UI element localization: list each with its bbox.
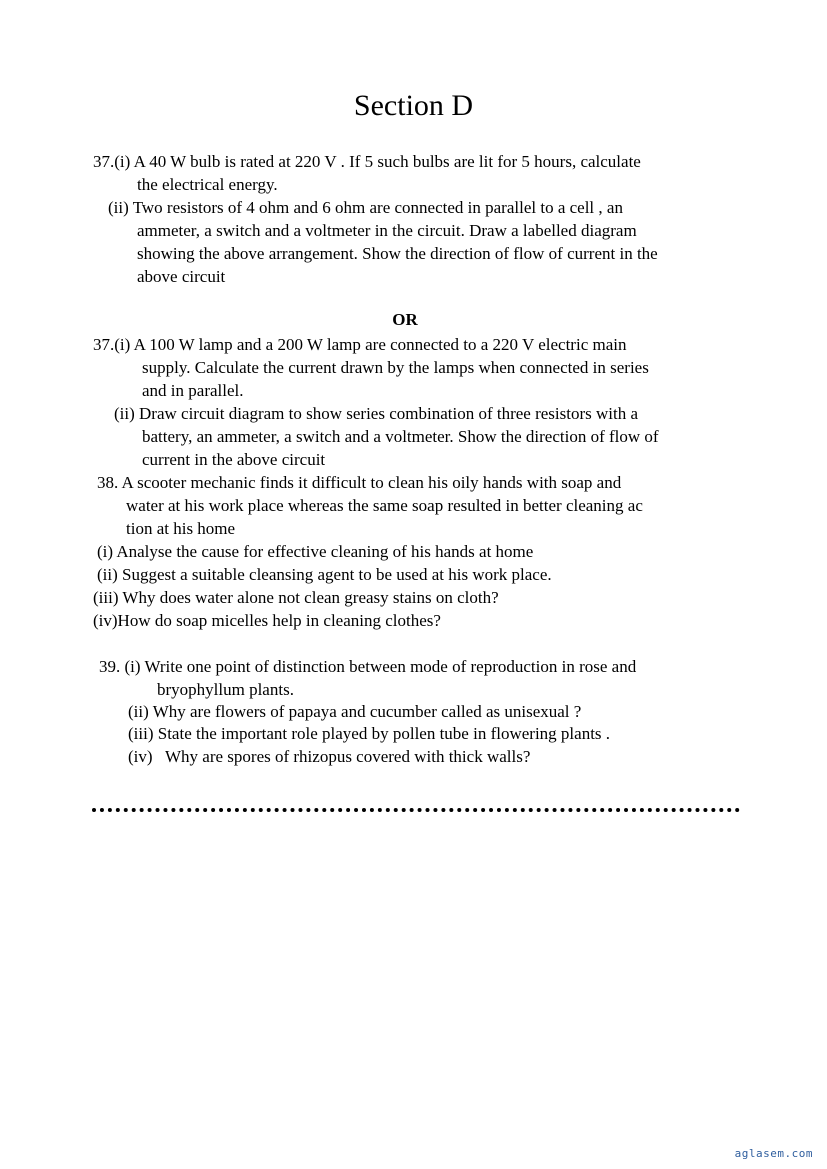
- q37-alt-line-1: 37.(i) A 100 W lamp and a 200 W lamp are connected to a 220 V electric main: [93, 335, 627, 354]
- q38-line-4: (i) Analyse the cause for effective cleaning of his hands at home: [97, 542, 534, 561]
- q39-line-1: 39. (i) Write one point of distinction between mode of reproduction in rose and: [99, 657, 637, 676]
- dotted-divider: [92, 808, 740, 812]
- q38-line-6: (iii) Why does water alone not clean greasy stains on cloth?: [93, 588, 499, 607]
- q37-line-1: 37.(i) A 40 W bulb is rated at 220 V . If 5 such bulbs are lit for 5 hours, calculate: [93, 152, 641, 171]
- q37-line-3: (ii) Two resistors of 4 ohm and 6 ohm are connected in parallel to a cell , an: [108, 198, 623, 217]
- q38-line-1: 38. A scooter mechanic finds it difficult to clean his oily hands with soap and: [97, 473, 622, 492]
- q39-line-4: (iii) State the important role played by pollen tube in flowering plants .: [128, 724, 611, 743]
- q38-line-7: (iv)How do soap micelles help in cleaning clothes?: [93, 611, 441, 630]
- section-title: Section D: [353, 89, 474, 122]
- or-label: OR: [392, 310, 418, 329]
- q37-alt-line-5: battery, an ammeter, a switch and a voltmeter. Show the direction of flow of: [142, 427, 659, 446]
- q39-line-2: bryophyllum plants.: [157, 680, 294, 699]
- q37-alt-line-2: supply. Calculate the current drawn by the lamps when connected in series: [142, 358, 649, 377]
- q37-line-5: showing the above arrangement. Show the direction of flow of current in the: [137, 244, 658, 263]
- q37-alt-line-3: and in parallel.: [142, 381, 244, 400]
- q37-line-4: ammeter, a switch and a voltmeter in the circuit. Draw a labelled diagram: [137, 221, 637, 240]
- q39-line-5: (iv) Why are spores of rhizopus covered with thick walls?: [128, 747, 531, 766]
- q37-alt-line-6: current in the above circuit: [142, 450, 326, 469]
- q37-alt-line-4: (ii) Draw circuit diagram to show series combination of three resistors with a: [114, 404, 639, 423]
- footer-watermark: aglasem.com: [734, 1147, 813, 1160]
- q38-line-2: water at his work place whereas the same soap resulted in better cleaning ac: [126, 496, 643, 515]
- q38-line-3: tion at his home: [126, 519, 236, 538]
- q39-line-3: (ii) Why are flowers of papaya and cucumber called as unisexual ?: [128, 702, 582, 721]
- q37-line-2: the electrical energy.: [137, 175, 278, 194]
- q38-line-5: (ii) Suggest a suitable cleansing agent to be used at his work place.: [97, 565, 552, 584]
- q37-line-6: above circuit: [137, 267, 226, 286]
